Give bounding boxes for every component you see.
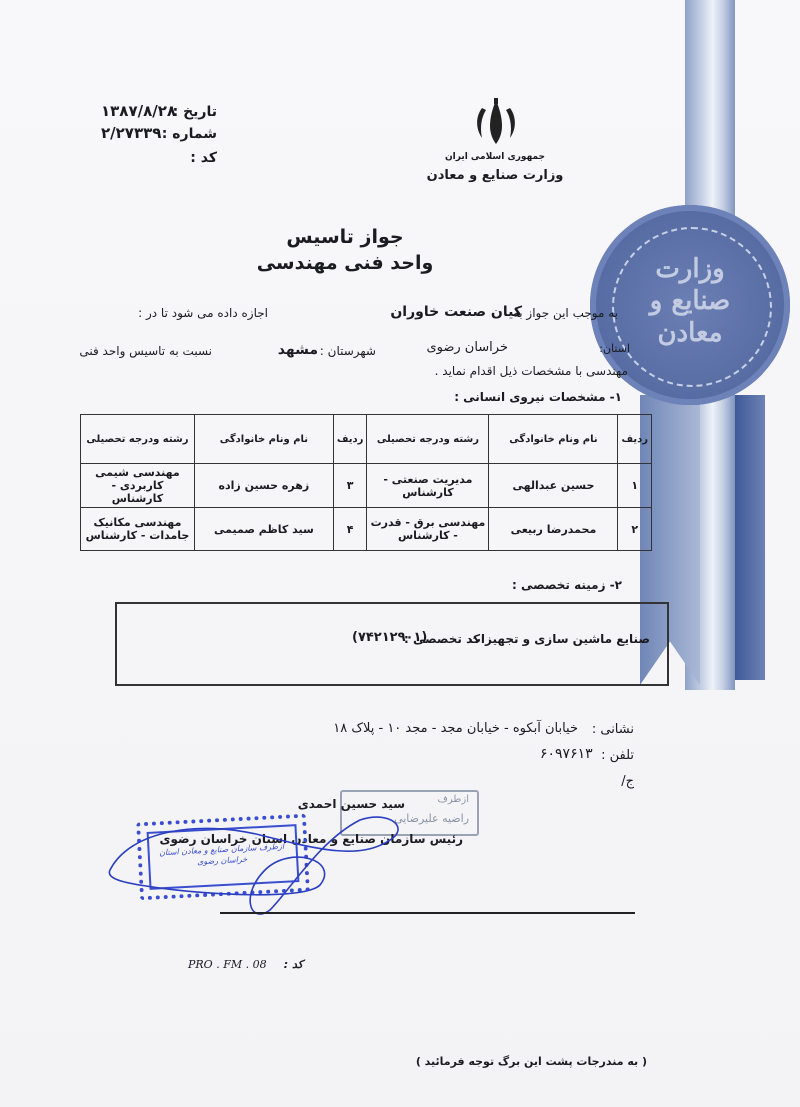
table-cell: حسین عبدالهی (489, 464, 618, 508)
seal-text (590, 253, 790, 349)
seal-line-3: معادن (657, 318, 723, 348)
address-value: خیابان آبکوه - خیابان مجد - مجد ۱۰ - پلاک ۱۸ (333, 721, 578, 736)
city-value: مشهد (277, 342, 318, 358)
iran-emblem-icon (470, 96, 522, 148)
specialty-field: صنایع ماشین سازی و تجهیزات (468, 632, 650, 646)
number-label: شماره : (161, 126, 217, 142)
table-cell: مهندسی مکانیک جامدات - کارشناس (81, 508, 195, 551)
table-cell: ۱ (618, 464, 652, 508)
table-cell: ۲ (618, 508, 652, 551)
footer-note: ( به مندرجات پشت این برگ توجه فرمائید ) (415, 1055, 647, 1068)
signer-position: رئیس سازمان صنایع و معادن استان خراسان رضوی (159, 832, 463, 846)
province-value: خراسان رضوی (426, 340, 508, 355)
city-label: شهرستان : (319, 344, 376, 358)
table-header: رشته ودرجه تحصیلی (81, 415, 195, 464)
table-header: ردیف (618, 415, 652, 464)
table-header: رشته ودرجه تحصیلی (367, 415, 489, 464)
code-label: کد : (190, 150, 217, 166)
title-line-1: جواز تاسیس (286, 226, 404, 248)
date-value: ۱۳۸۷/۸/۲۸ (101, 102, 177, 120)
specialty-code-value: (۷۴۲۱۲۹۰۱) (352, 630, 428, 645)
seal-line-1: وزارت (655, 254, 725, 284)
republic-label: جمهوری اسلامی ایران (444, 152, 546, 162)
signature-line (220, 912, 635, 914)
office-stamp-text: ازطرف سازمان صنایع و معادن استان خراسان رضوی (158, 841, 285, 867)
phone-label: تلفن : (601, 748, 634, 763)
table-header: نام ونام خانوادگی (489, 415, 618, 464)
body-line3: مهندسی با مشخصات ذیل اقدام نماید . (434, 364, 628, 378)
table-cell: محمدرضا ربیعی (489, 508, 618, 551)
title-line-2: واحد فنی مهندسی (256, 252, 434, 274)
postal-label: ج/ (621, 774, 634, 789)
seal-line-2: صنایع و (649, 286, 731, 316)
table-cell: مدیریت صنعتی - کارشناس (367, 464, 489, 508)
staff-table (80, 414, 652, 551)
table-cell: سید کاظم صمیمی (194, 508, 333, 551)
table-cell: ۴ (333, 508, 367, 551)
phone-value: ۶۰۹۷۶۱۳ (540, 746, 593, 762)
signature-scribble (90, 800, 420, 930)
table-cell: مهندسی شیمی کاربردی - کارشناس (81, 464, 195, 508)
table-header-row (81, 415, 652, 464)
form-code-label: کد : (283, 958, 303, 971)
body-line1-suffix: اجازه داده می شود تا در : (138, 306, 268, 320)
number-value: ۲/۲۷۳۳۹ (101, 124, 162, 142)
section2-title: ۲- زمینه تخصصی : (512, 578, 622, 592)
company-name: کیان صنعت خاوران (390, 304, 522, 320)
referral-stamp-line-2: راضیه علیرضایی (394, 812, 469, 825)
table-cell: مهندسی برق - قدرت - کارشناس (367, 508, 489, 551)
referral-stamp-line-1: ازطرف (437, 794, 469, 805)
signer-name: سید حسین احمدی (297, 797, 405, 811)
address-label: نشانی : (591, 722, 634, 737)
table-header: ردیف (333, 415, 367, 464)
body-line1-prefix: به موجب این جواز به (512, 306, 618, 320)
table-row (81, 464, 652, 508)
ministry-label: وزارت صنایع و معادن (426, 168, 564, 183)
table-cell: زهره حسین زاده (194, 464, 333, 508)
ribbon-side (735, 395, 765, 680)
table-row (81, 508, 652, 551)
table-cell: ۳ (333, 464, 367, 508)
form-code-value: PRO . FM . 08 (188, 958, 267, 971)
specialty-code-label: کد تخصصی : (403, 632, 480, 646)
section1-title: ۱- مشخصات نیروی انسانی : (454, 390, 622, 404)
province-label: استان: (599, 342, 630, 355)
table-header: نام ونام خانوادگی (194, 415, 333, 464)
body-line2-suffix: نسبت به تاسیس واحد فنی (79, 344, 212, 358)
date-label: تاریخ : (172, 104, 217, 120)
